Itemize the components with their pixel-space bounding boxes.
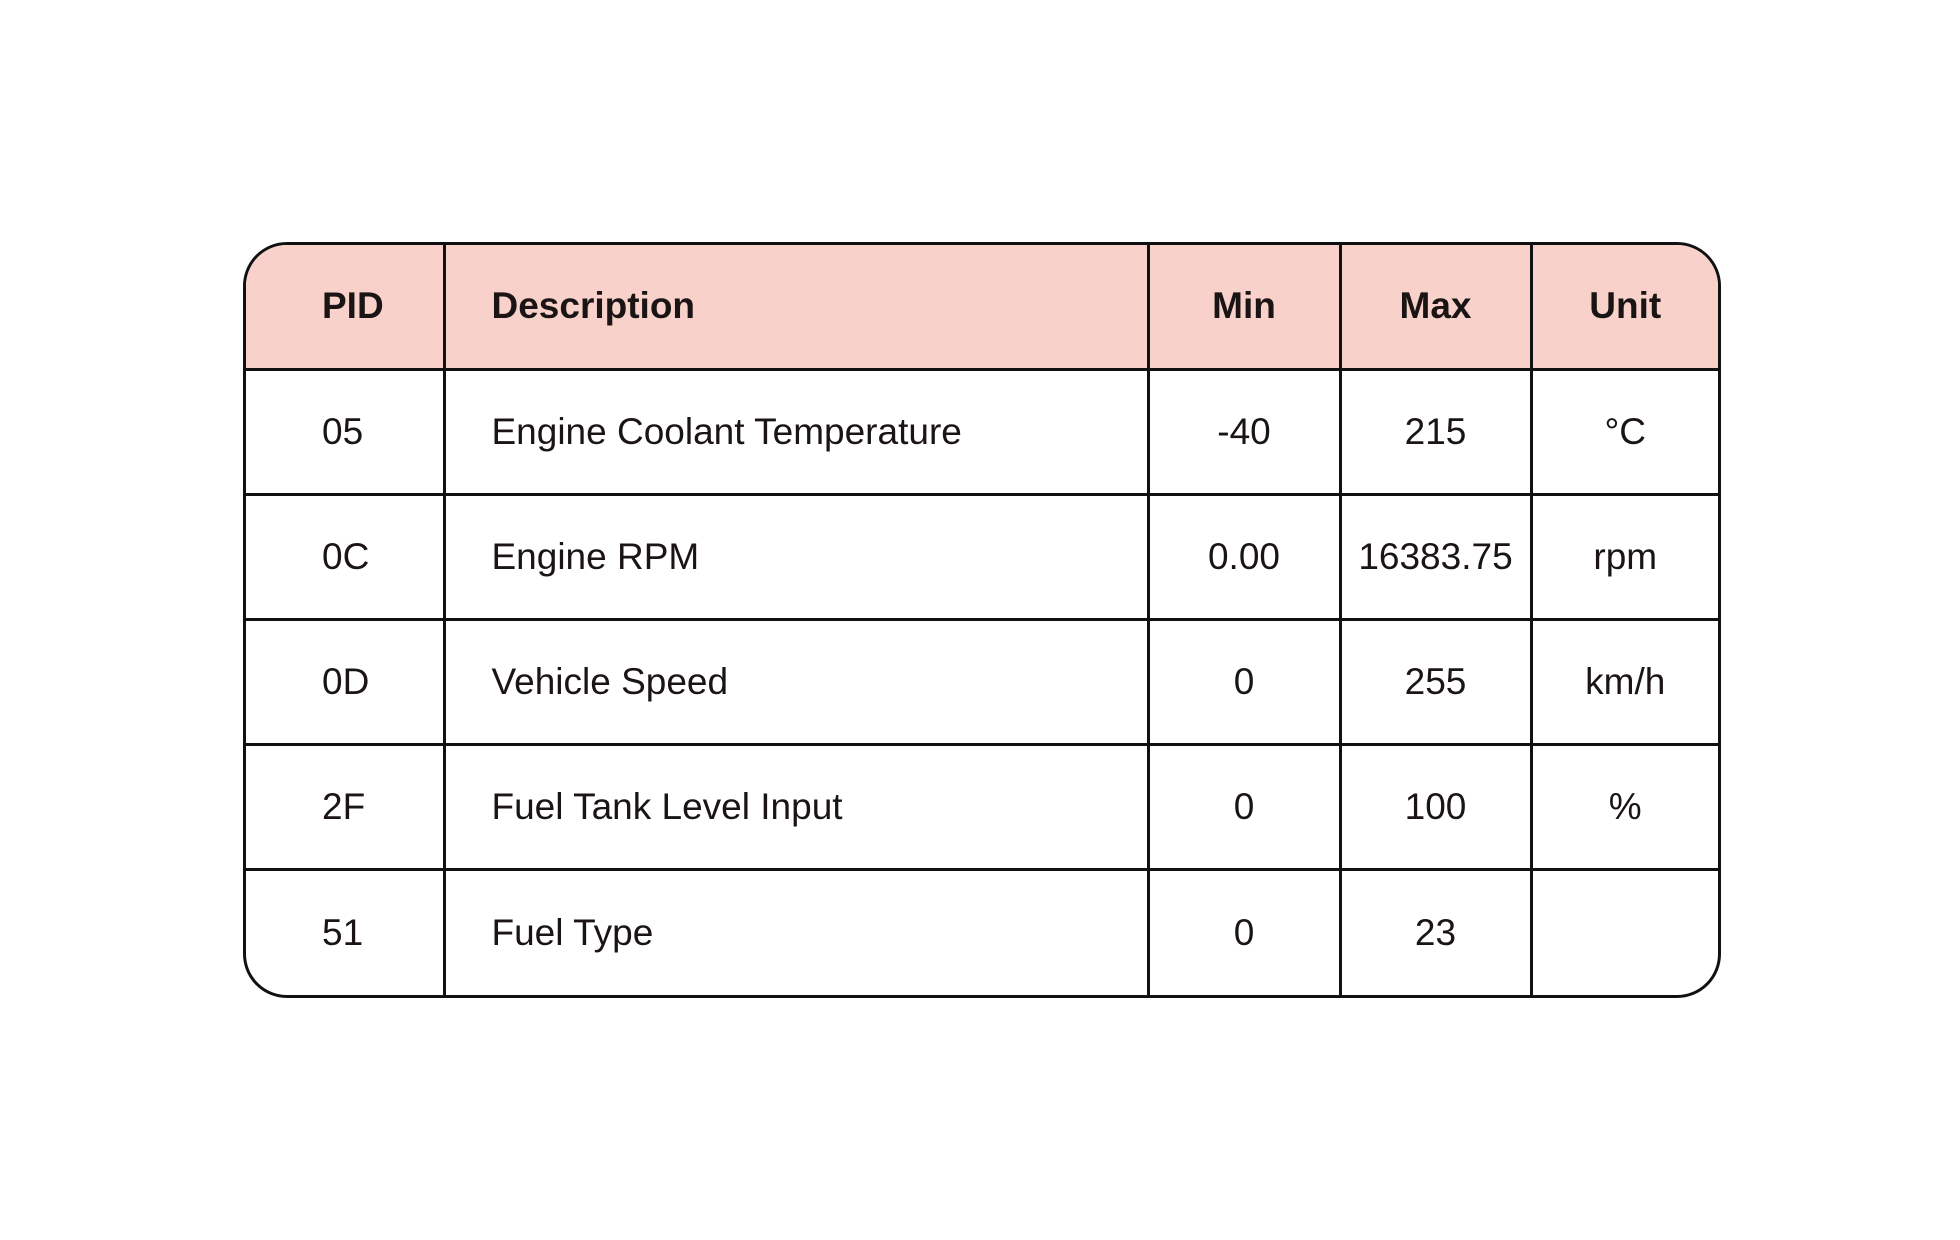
header-unit: Unit [1531, 245, 1718, 369]
cell-min: 0 [1148, 619, 1340, 744]
table-row [246, 619, 1718, 744]
cell-pid: 0D [246, 619, 444, 744]
cell-unit: rpm [1531, 494, 1718, 619]
header-pid: PID [246, 245, 444, 369]
cell-pid: 2F [246, 745, 444, 870]
table-row [246, 494, 1718, 619]
table-row [246, 870, 1718, 995]
cell-max: 16383.75 [1340, 494, 1531, 619]
cell-min: -40 [1148, 369, 1340, 494]
header-description: Description [444, 245, 1148, 369]
cell-pid: 51 [246, 870, 444, 995]
cell-pid: 0C [246, 494, 444, 619]
cell-description: Vehicle Speed [444, 619, 1148, 744]
cell-unit [1531, 870, 1718, 995]
header-min: Min [1148, 245, 1340, 369]
cell-unit: °C [1531, 369, 1718, 494]
cell-max: 255 [1340, 619, 1531, 744]
cell-unit: km/h [1531, 619, 1718, 744]
cell-max: 215 [1340, 369, 1531, 494]
header-max: Max [1340, 245, 1531, 369]
cell-pid: 05 [246, 369, 444, 494]
cell-description: Fuel Tank Level Input [444, 745, 1148, 870]
pid-table [246, 245, 1718, 995]
table-header-row [246, 245, 1718, 369]
cell-max: 23 [1340, 870, 1531, 995]
table-row [246, 369, 1718, 494]
cell-max: 100 [1340, 745, 1531, 870]
table-row [246, 745, 1718, 870]
cell-description: Engine RPM [444, 494, 1148, 619]
cell-description: Fuel Type [444, 870, 1148, 995]
cell-min: 0 [1148, 745, 1340, 870]
cell-unit: % [1531, 745, 1718, 870]
cell-min: 0 [1148, 870, 1340, 995]
pid-table-container [243, 242, 1721, 998]
cell-description: Engine Coolant Temperature [444, 369, 1148, 494]
cell-min: 0.00 [1148, 494, 1340, 619]
